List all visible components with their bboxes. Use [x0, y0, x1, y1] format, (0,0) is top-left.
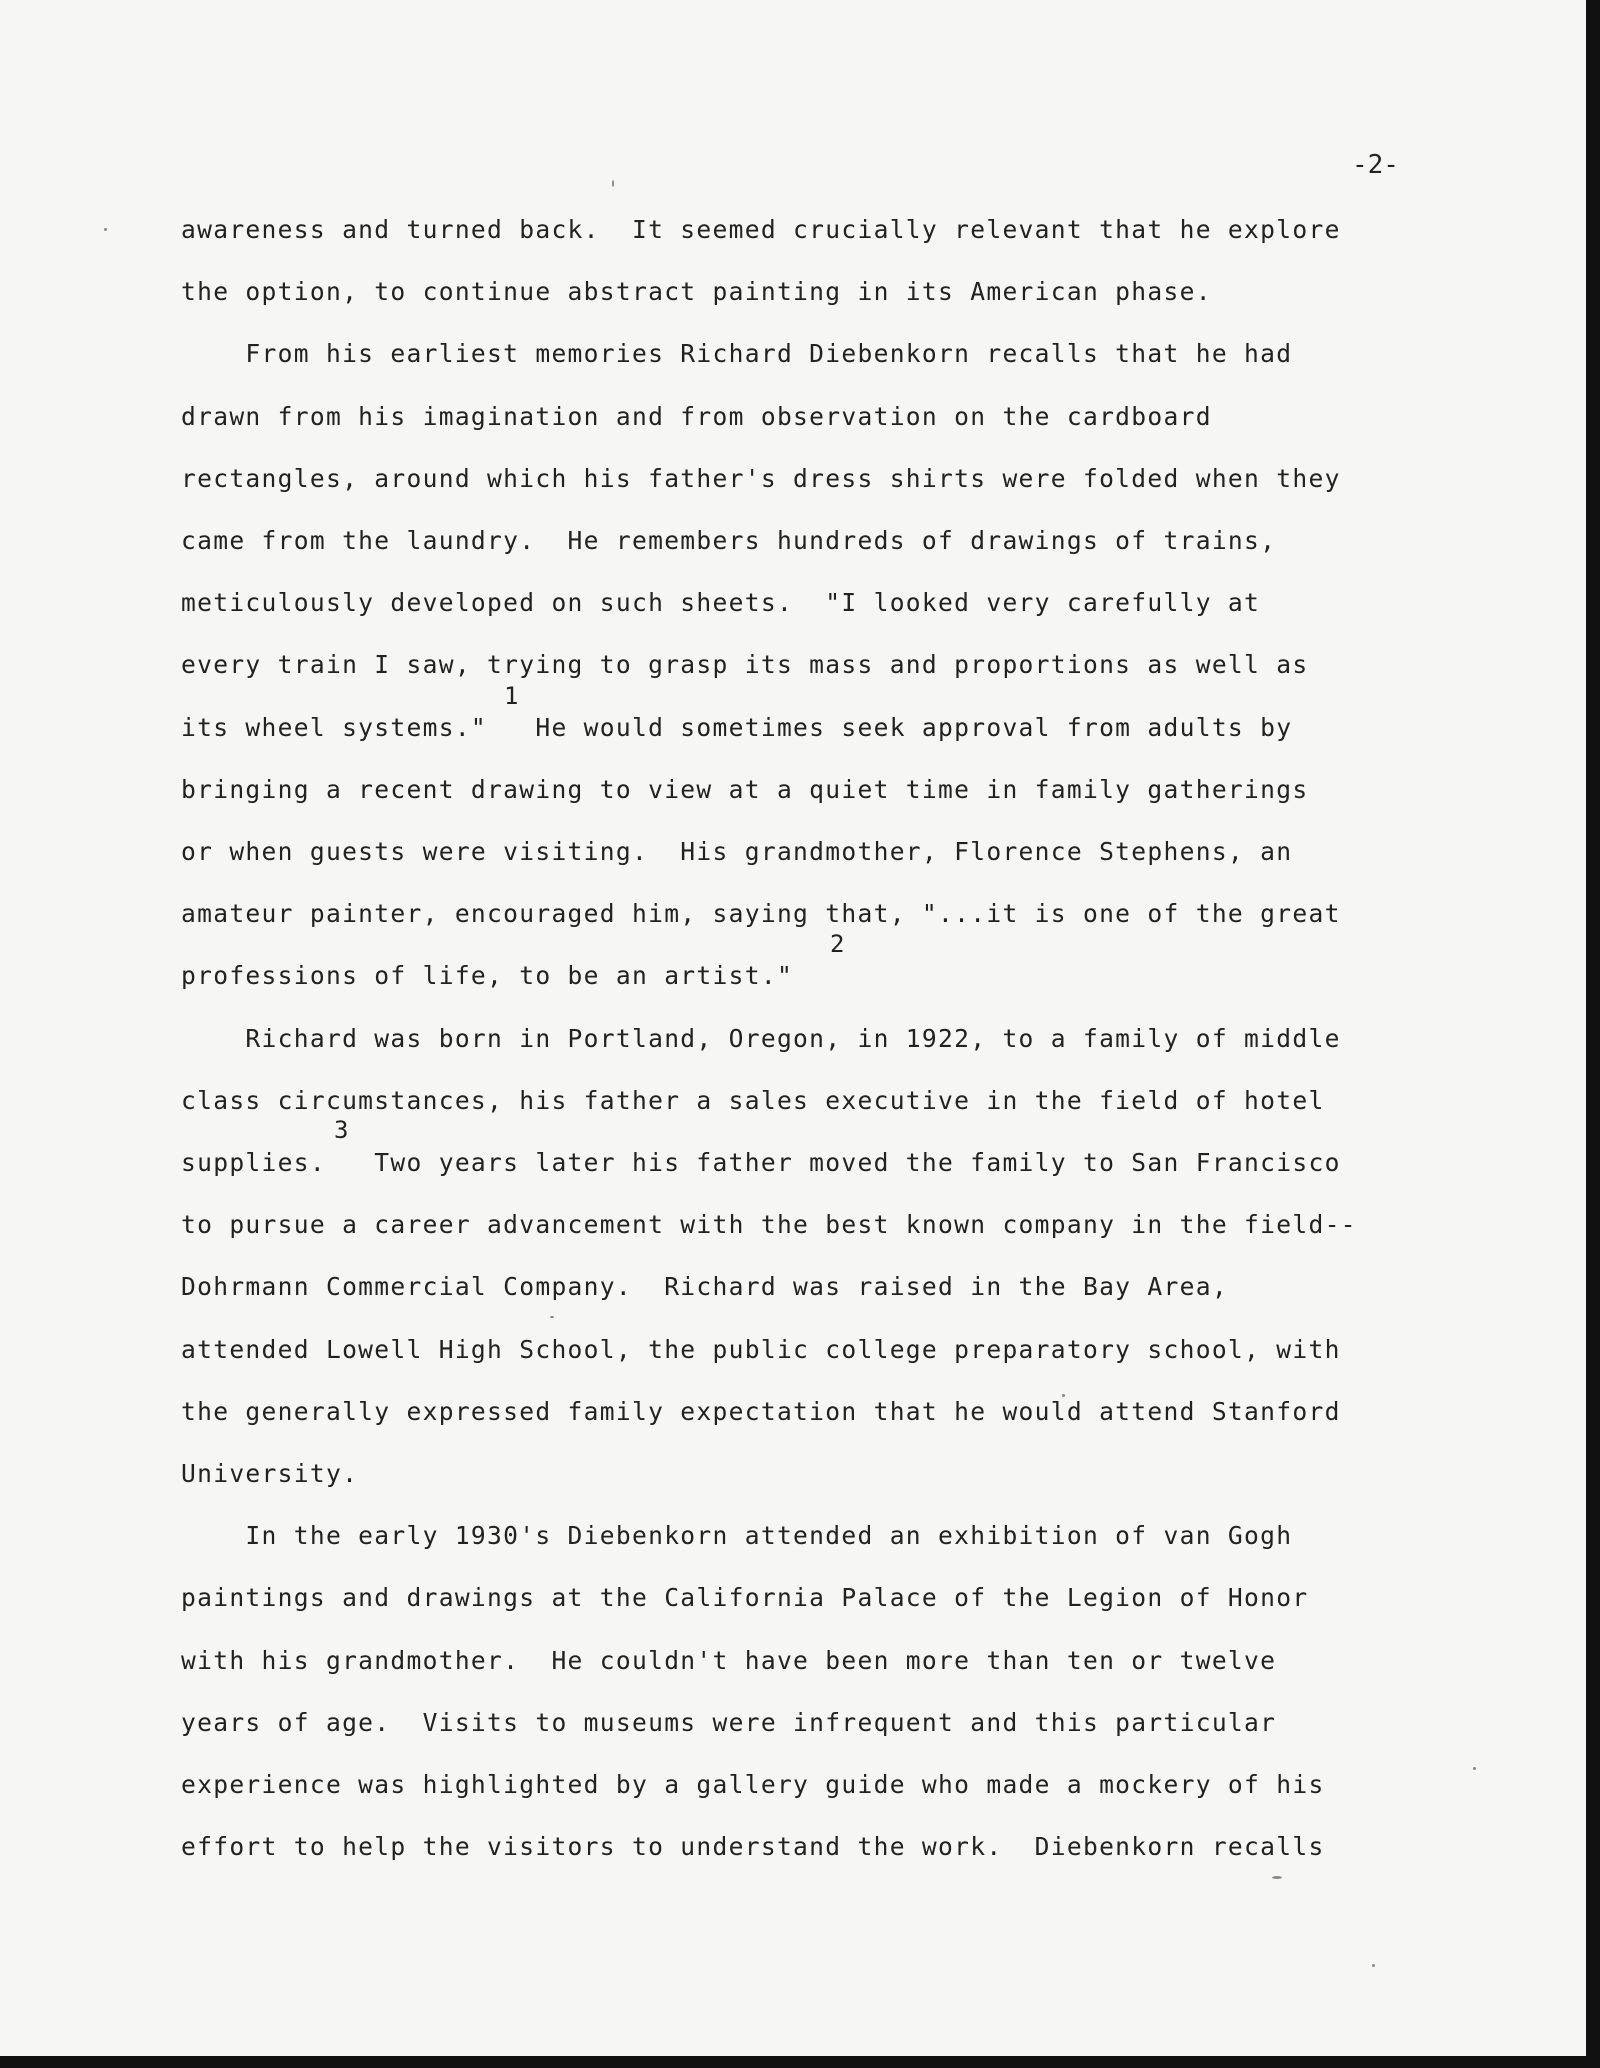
text-line: amateur painter, encouraged him, saying that, "...it is one of the great	[181, 899, 1341, 929]
text-line: Richard was born in Portland, Oregon, in 1922, to a family of middle	[181, 1023, 1341, 1053]
text-line: class circumstances, his father a sales executive in the field of hotel	[181, 1085, 1325, 1115]
text-line: Dohrmann Commercial Company. Richard was raised in the Bay Area,	[181, 1272, 1228, 1302]
text-line: or when guests were visiting. His grandmother, Florence Stephens, an	[181, 837, 1293, 866]
text-line: every train I saw, trying to grasp its mass and proportions as well as	[181, 650, 1309, 680]
text-line: effort to help the visitors to understand the work. Diebenkorn recalls	[181, 1832, 1325, 1862]
paper-speck	[612, 180, 614, 187]
text-line: the option, to continue abstract painting in its American phase.	[181, 277, 1212, 307]
text-line: years of age. Visits to museums were infrequent and this particular	[181, 1707, 1277, 1737]
text-line: to pursue a career advancement with the best known company in the field--	[181, 1210, 1357, 1240]
text-line: experience was highlighted by a gallery guide who made a mockery of his	[181, 1770, 1325, 1799]
text-line: attended Lowell High School, the public college preparatory school, with	[181, 1334, 1341, 1364]
page-number: -2-	[1352, 150, 1399, 180]
footnote-marker-3: 3	[334, 1116, 349, 1144]
text-line: In the early 1930's Diebenkorn attended an exhibition of van Gogh	[181, 1521, 1293, 1551]
text-line: University.	[181, 1459, 359, 1488]
paper-speck	[1372, 1964, 1375, 1967]
paper-speck	[1062, 1394, 1065, 1397]
paper-speck	[1473, 1767, 1476, 1770]
footnote-marker-2: 2	[830, 930, 845, 958]
text-line: the generally expressed family expectation that he would attend Stanford	[181, 1396, 1341, 1426]
text-line: drawn from his imagination and from observation on the cardboard	[181, 401, 1212, 431]
text-line: came from the laundry. He remembers hundreds of drawings of trains,	[181, 526, 1277, 555]
text-line: with his grandmother. He couldn't have been more than ten or twelve	[181, 1645, 1277, 1675]
text-line: From his earliest memories Richard Diebenkorn recalls that he had	[181, 339, 1293, 369]
paper-speck	[104, 228, 107, 231]
text-line: meticulously developed on such sheets. "I looked very carefully at	[181, 588, 1261, 618]
text-line: supplies. Two years later his father moved the family to San Francisco	[181, 1148, 1341, 1177]
text-line: paintings and drawings at the California Palace of the Legion of Honor	[181, 1583, 1309, 1613]
text-line: its wheel systems." He would sometimes seek approval from adults by	[181, 712, 1293, 742]
text-line: bringing a recent drawing to view at a quiet time in family gatherings	[181, 774, 1309, 804]
text-line: awareness and turned back. It seemed crucially relevant that he explore	[181, 215, 1341, 244]
text-line: professions of life, to be an artist."	[181, 961, 794, 991]
text-line: rectangles, around which his father's dress shirts were folded when they	[181, 463, 1341, 493]
paper-speck	[1272, 1876, 1282, 1879]
paper-speck	[550, 1316, 554, 1318]
footnote-marker-1: 1	[504, 682, 519, 710]
